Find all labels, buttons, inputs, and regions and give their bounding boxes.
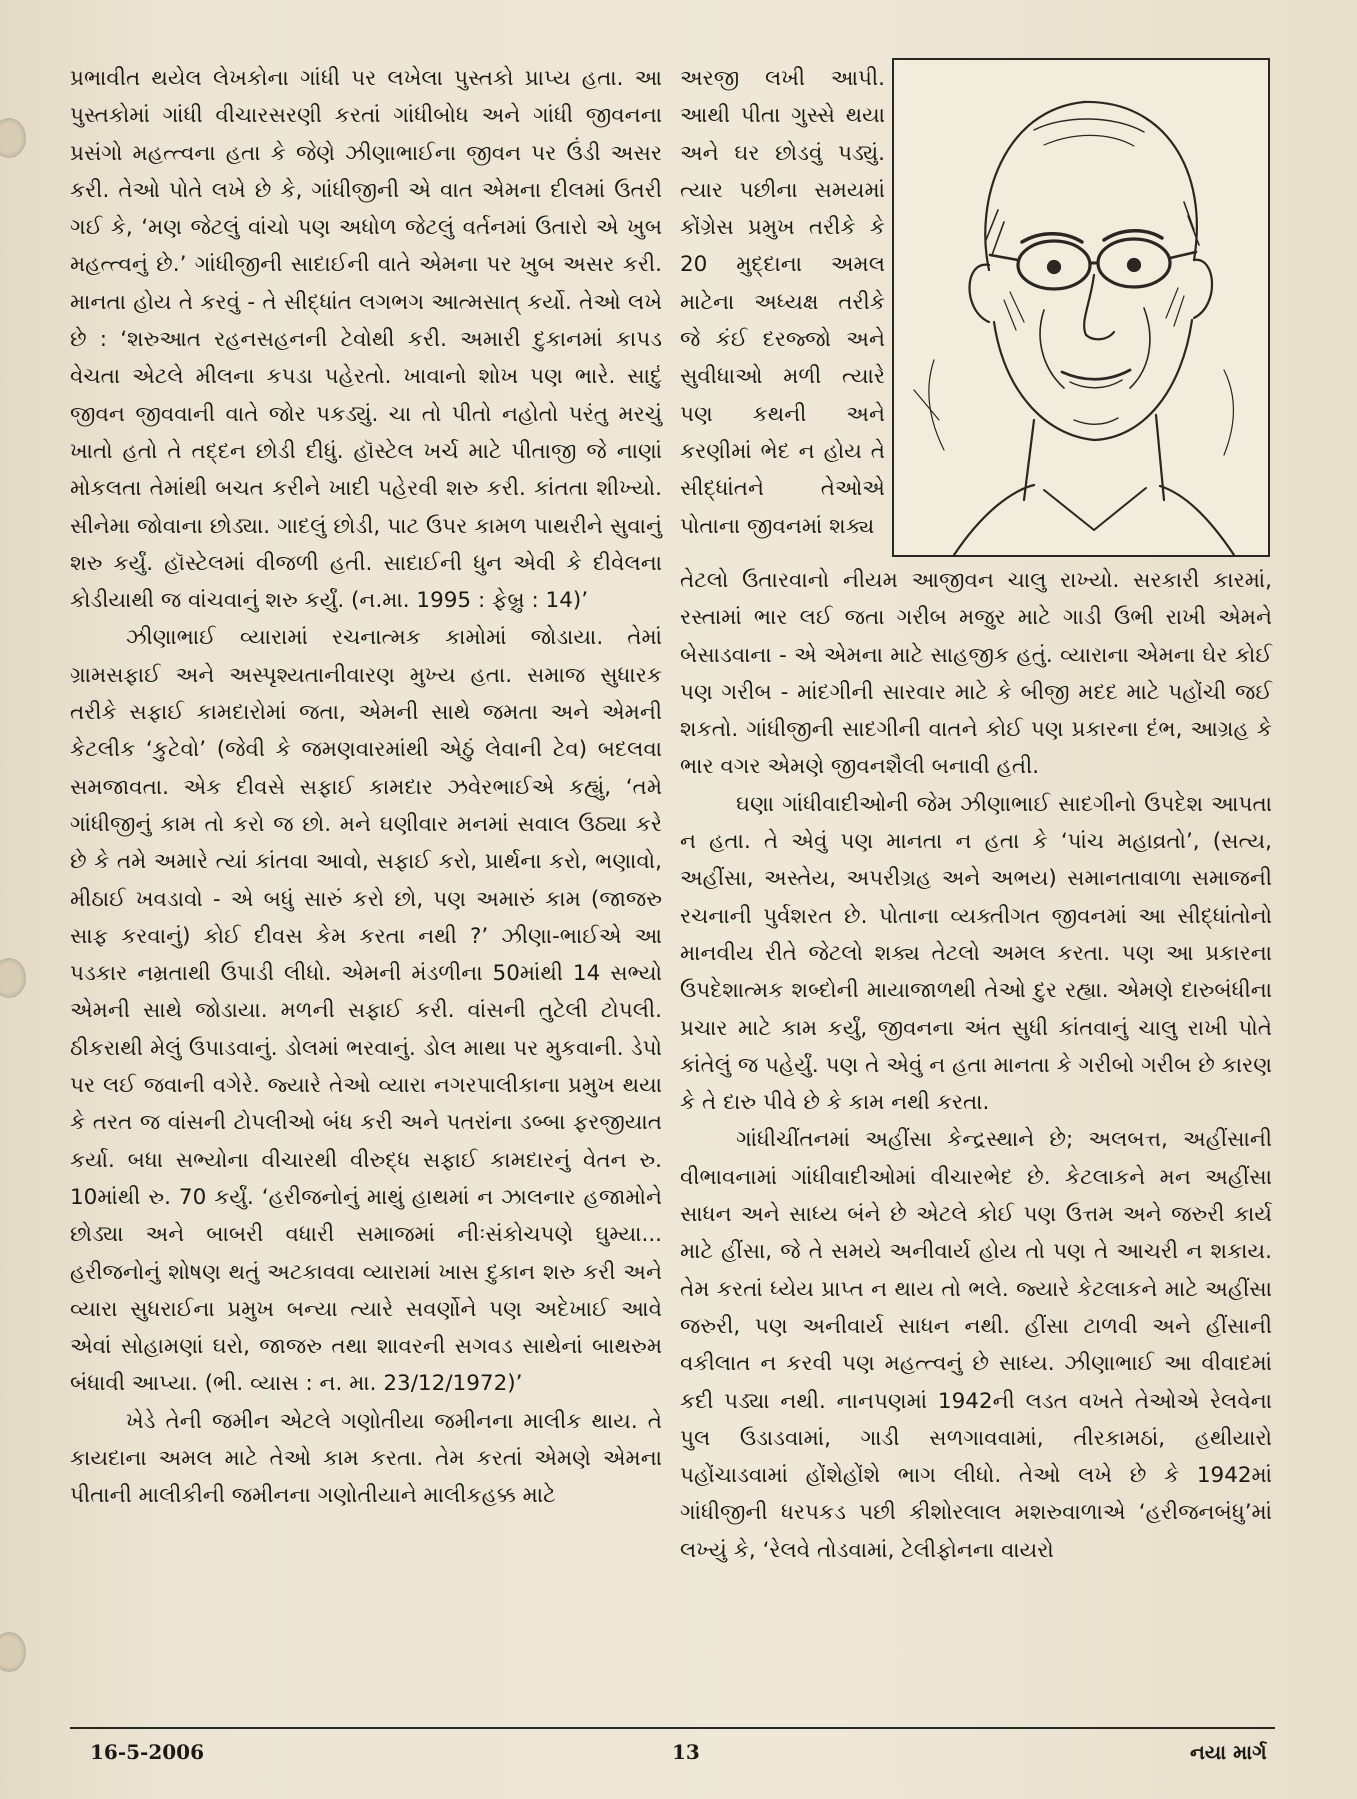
punch-hole <box>0 118 26 158</box>
paragraph: પ્રભાવીત થયેલ લેખકોના ગાંધી પર લખેલા પુસ્તકો પ્રાપ્ય હતા. આ પુસ્તકોમાં ગાંધી વીચારસરણી કરતાં ગાંધીબોધ અને ગાંધી જીવનના પ્રસંગો મહત્ત્વના હતા કે જેણે ઝીણાભાઈના જીવન પર ઉંડી અસર કરી. તેઓ પોતે લખે છે કે, ગાંધીજીની એ વાત એમના દીલમાં ઉતરી ગઈ કે, ‘મણ જેટલું વાંચો પણ અધોળ જેટલું વર્તનમાં ઉતારો એ ખુબ મહત્ત્વનું છે.’ ગાંધીજીની સાદાઈની વાતે એમના પર ખુબ અસર કરી. માનતા હોય તે કરવું - તે સીદ્ધાંત લગભગ આત્મસાત્ કર્યો. તેઓ લખે છે : ‘શરુઆત રહનસહનની ટેવોથી કરી. અમારી દુકાનમાં કાપડ વેચતા એટલે મીલના કપડા પહેરતો. ખાવાનો શોખ પણ ભારે. સાદું જીવન જીવવાની વાતે જોર પકડ્યું. ચા તો પીતો નહોતો પરંતુ મરચું ખાતો હતો તે તદ્દન છોડી દીધું. હૉસ્ટેલ ખર્ચ માટે પીતાજી જે નાણાં મોકલતા તેમાંથી બચત કરીને ખાદી પહેરવી શરુ કરી. કાંતતા શીખ્યો. સીનેમા જોવાના છોડ્યા. ગાદલું છોડી, પાટ ઉપર કામળ પાથરીને સુવાનું શરુ કર્યું. હૉસ્ટેલમાં વીજળી હતી. સાદાઈની ધુન એવી કે દીવેલના કોડીયાથી જ વાંચવાનું શરુ કર્યું. (ન.મા. 1995 : ફેબ્રુ : 14)’ <box>70 66 662 614</box>
punch-hole <box>0 1632 26 1672</box>
paragraph: ઘણા ગાંધીવાદીઓની જેમ ઝીણાભાઈ સાદગીનો ઉપદેશ આપતા ન હતા. તે એવું પણ માનતા ન હતા કે ‘પાંચ મહાવ્રતો’, (સત્ય, અહીંસા, અસ્તેય, અપરીગ્રહ અને અભય) સમાનતાવાળા સમાજની રચનાની પુર્વશરત છે. પોતાના વ્યક્તીગત જીવનમાં આ સીદ્ધાંતોનો માનવીય રીતે જેટલો શક્ય તેટલો અમલ કરતા. પણ આ પ્રકારના ઉપદેશાત્મક શબ્દોની માયાજાળથી તેઓ દુર રહ્યા. એમણે દારુબંધીના પ્રચાર માટે કામ કર્યું, જીવનના અંત સુધી કાંતવાનું ચાલુ રાખી પોતે કાંતેલું જ પહેર્યું. પણ તે એવું ન હતા માનતા કે ગરીબો ગરીબ છે કારણ કે તે દારુ પીવે છે કે કામ નથી કરતા. <box>680 791 1272 1116</box>
paragraph: ઝીણાભાઈ વ્યારામાં રચનાત્મક કામોમાં જોડાયા. તેમાં ગ્રામસફાઈ અને અસ્પૃશ્યતાનીવારણ મુખ્ય હતા. સમાજ સુધારક તરીકે સફાઈ કામદારોમાં જતા, એમની સાથે જમતા અને એમની કેટલીક ‘કુટેવો’ (જેવી કે જમણવારમાંથી એઠું લેવાની ટેવ) બદલવા સમજાવતા. એક દીવસે સફાઈ કામદાર ઝવેરભાઈએ કહ્યું, ‘તમે ગાંધીજીનું કામ તો કરો જ છો. મને ઘણીવાર મનમાં સવાલ ઉઠ્યા કરે છે કે તમે અમારે ત્યાં કાંતવા આવો, સફાઈ કરો, પ્રાર્થના કરો, ભણાવો, મીઠાઈ ખવડાવો - એ બધું સારું કરો છો, પણ અમારું કામ (જાજરુ સાફ કરવાનું) કોઈ દીવસ કેમ કરતા નથી ?’ ઝીણા-ભાઈએ આ પડકાર નમ્રતાથી ઉપાડી લીધો. એમની મંડળીના 50માંથી 14 સભ્યો એમની સાથે જોડાયા. મળની સફાઈ કરી. વાંસની તુટેલી ટોપલી. ઠીકરાથી મેલું ઉપાડવાનું. ડોલમાં ભરવાનું. ડોલ માથા પર મુકવાની. ડેપો પર લઈ જવાની વગેરે. જ્યારે તેઓ વ્યારા નગરપાલીકાના પ્રમુખ થયા કે તરત જ વાંસની ટોપલીઓ બંધ કરી અને પતરાંના ડબ્બા ફરજીયાત કર્યા. બધા સભ્યોના વીચારથી વીરુદ્ધ સફાઈ કામદારનું વેતન રુ. 10માંથી રુ. 70 કર્યું. ‘હરીજનોનું માથું હાથમાં ન ઝાલનાર હજામોને છોડ્યા અને બાબરી વધારી સમાજમાં નીઃસંકોચપણે ઘુમ્યા... હરીજનોનું શોષણ થતું અટકાવવા વ્યારામાં ખાસ દુકાન શરુ કરી અને વ્યારા સુધરાઈના પ્રમુખ બન્યા ત્યારે સવર્ણોને પણ અદેખાઈ આવે એવાં સોહામણાં ઘરો, જાજરુ તથા શાવરની સગવડ સાથેનાં બાથરુમ બંધાવી આપ્યા. (ભી. વ્યાસ : ન. મા. 23/12/1972)’ <box>70 625 662 1397</box>
paragraph: ગાંધીચીંતનમાં અહીંસા કેન્દ્રસ્થાને છે; અલબત્ત, અહીંસાની વીભાવનામાં ગાંધીવાદીઓમાં વીચારભેદ છે. કેટલાકને મન અહીંસા સાધન અને સાધ્ય બંને છે એટલે કોઈ પણ ઉત્તમ અને જરુરી કાર્ય માટે હીંસા, જે તે સમયે અનીવાર્ય હોય તો પણ તે આચરી ન શકાય. તેમ કરતાં ધ્યેય પ્રાપ્ત ન થાય તો ભલે. જ્યારે કેટલાકને માટે અહીંસા જરુરી, પણ અનીવાર્ય સાધન નથી. હીંસા ટાળવી અને હીંસાની વકીલાત ન કરવી પણ મહત્ત્વનું છે સાધ્ય. ઝીણાભાઈ આ વીવાદમાં કદી પડ્યા નથી. નાનપણમાં 1942ની લડત વખતે તેઓએ રેલવેના પુલ ઉડાડવામાં, ગાડી સળગાવવામાં, તીરકામઠાં, હથીયારો પહોંચાડવામાં હોંશેહોંશે ભાગ લીધો. તેઓ લખે છે કે 1942માં ગાંધીજીની ધરપકડ પછી કીશોરલાલ મશરુવાળાએ ‘હરીજનબંધુ’માં લખ્યું કે, ‘રેલવે તોડવામાં, ટેલીફોનના વાયરો <box>680 1127 1272 1563</box>
left-column <box>70 60 662 1515</box>
right-column <box>680 562 1272 1569</box>
portrait-sketch-icon <box>892 58 1270 557</box>
footer-rule <box>70 1727 1275 1729</box>
punch-hole <box>0 958 26 998</box>
footer-date: 16-5-2006 <box>90 1740 205 1764</box>
paragraph: અરજી લખી આપી. આથી પીતા ગુસ્સે થયા અને ઘર છોડવું પડ્યું. ત્યાર પછીના સમયમાં કોંગ્રેસ પ્રમુખ તરીકે કે 20 મુદ્દાના અમલ માટેના અધ્યક્ષ તરીકે જે કંઈ દરજ્જો અને સુવીધાઓ મળી ત્યારે પણ કથની અને કરણીમાં ભેદ ન હોય તે સીદ્ધાંતને તેઓએ પોતાના જીવનમાં શક્ય <box>680 66 885 539</box>
paragraph: તેટલો ઉતારવાનો નીયમ આજીવન ચાલુ રાખ્યો. સરકારી કારમાં, રસ્તામાં ભાર લઈ જતા ગરીબ મજુર માટે ગાડી ઉભી રાખી એમને બેસાડવાના - એ એમના માટે સાહજીક હતું. વ્યારાના એમના ઘેર કોઈ પણ ગરીબ - માંદગીની સારવાર માટે કે બીજી મદદ માટે પહોંચી જઈ શકતો. ગાંધીજીની સાદગીની વાતને કોઈ પણ પ્રકારના દંભ, આગ્રહ કે ભાર વગર એમણે જીવનશૈલી બનાવી હતી. <box>680 568 1272 780</box>
paragraph: ખેડે તેની જમીન એટલે ગણોતીયા જમીનના માલીક થાય. તે કાયદાના અમલ માટે તેઓ કામ કરતા. તેમ કરતાં એમણે એમના પીતાની માલીકીની જમીનના ગણોતીયાને માલીકહક્ક માટે <box>70 1408 662 1509</box>
publication-name: નયા માર્ગ <box>1190 1740 1267 1764</box>
right-column-wrap <box>680 60 885 545</box>
page-number: 13 <box>672 1740 700 1764</box>
